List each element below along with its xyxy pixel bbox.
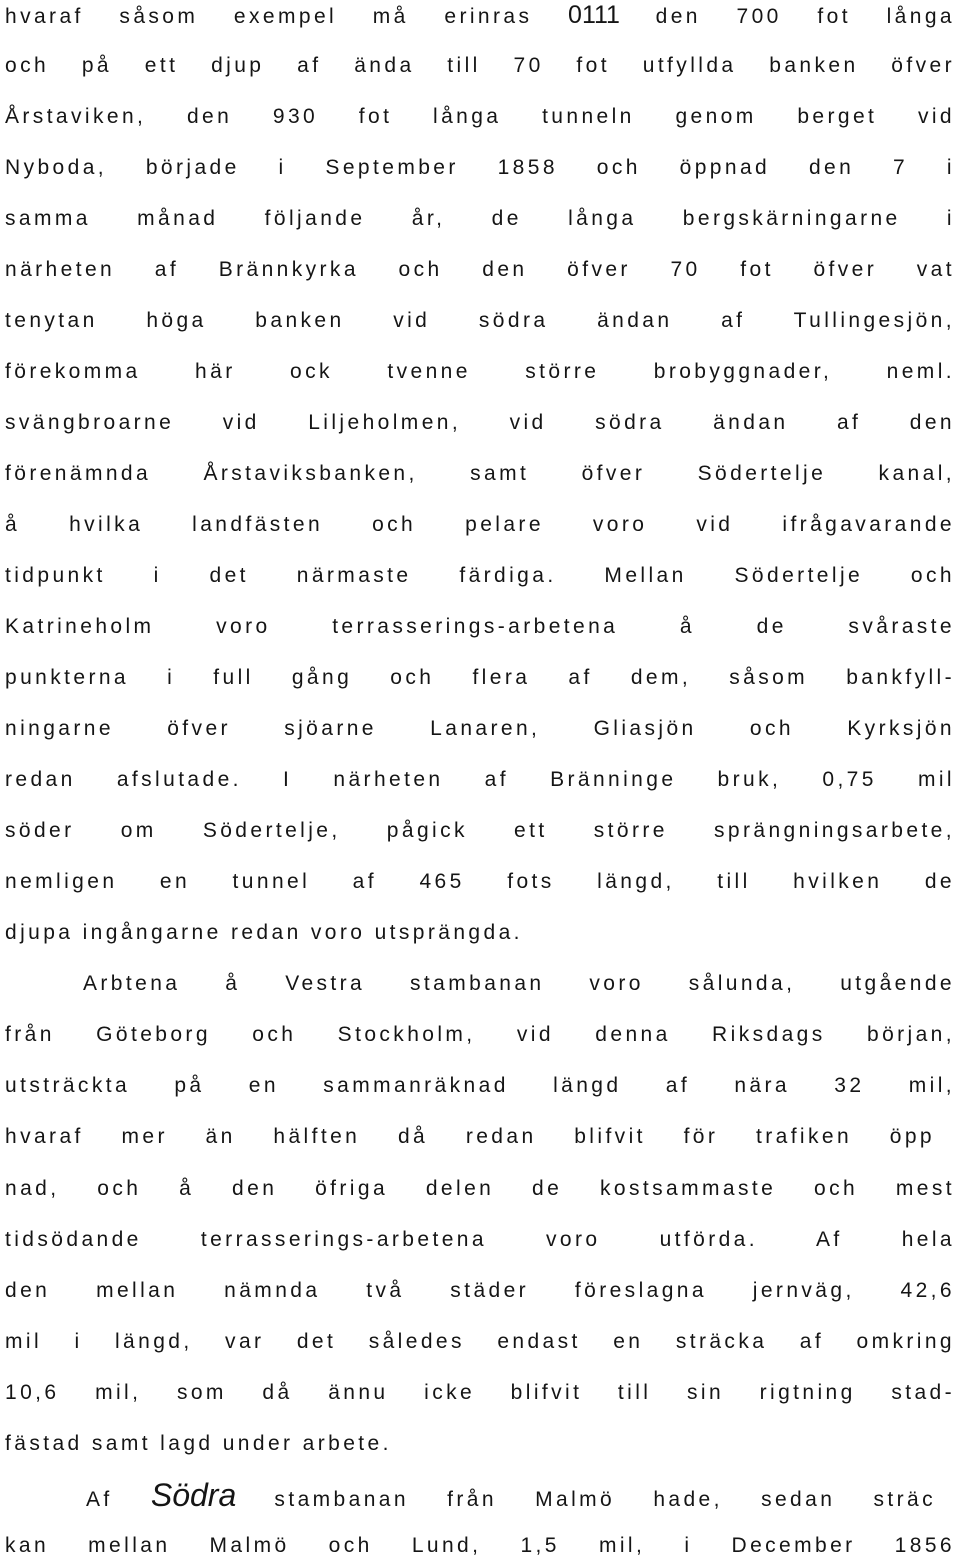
inline-numeral: 0111 — [568, 1, 620, 29]
text-line: svängbroarne vid Liljeholmen, vid södra ändan af den — [5, 411, 955, 434]
text-line: fästad samt lagd under arbete. — [5, 1432, 392, 1455]
text-line: förenämnda Årstaviksbanken, samt öfver Södertelje kanal, — [5, 462, 955, 485]
text-line: tidpunkt i det närmaste färdiga. Mellan Södertelje och — [5, 564, 955, 587]
text-line: hvaraf såsom exempel må erinras 0111 den 700 fot långa — [5, 1, 955, 29]
text-line: tenytan höga banken vid södra ändan af Tullingesjön, — [5, 309, 955, 332]
text-line: 10,6 mil, som då ännu icke blifvit till sin rigtning stad- — [5, 1381, 955, 1404]
text-line: tidsödande terrasserings-arbetena voro utförda. Af hela — [5, 1228, 955, 1251]
text-line: utsträckta på en sammanräknad längd af nära 32 mil, — [5, 1074, 955, 1097]
text-line: Årstaviken, den 930 fot långa tunneln genom berget vid — [5, 105, 955, 128]
emphasized-word: Södra — [150, 1477, 237, 1513]
text-line: kan mellan Malmö och Lund, 1,5 mil, i December 1856 — [5, 1534, 955, 1557]
text-line: punkterna i full gång och flera af dem, såsom bankfyll- — [5, 666, 955, 689]
text-line: redan afslutade. I närheten af Bränninge bruk, 0,75 mil — [5, 768, 955, 791]
text-line: Katrineholm voro terrasserings-arbetena å de svåraste — [5, 615, 955, 638]
text-line: från Göteborg och Stockholm, vid denna Riksdags början, — [5, 1023, 955, 1046]
text-line: Af Södra stambanan från Malmö hade, sedan sträc — [86, 1477, 936, 1513]
text-line: hvaraf mer än hälften då redan blifvit för trafiken öpp — [5, 1125, 935, 1148]
text-line: närheten af Brännkyrka och den öfver 70 fot öfver vat — [5, 258, 955, 281]
text-line: den mellan nämnda två städer föreslagna jernväg, 42,6 — [5, 1279, 955, 1302]
text-line: förekomma här ock tvenne större brobyggnader, neml. — [5, 360, 955, 383]
text-line: nemligen en tunnel af 465 fots längd, till hvilken de — [5, 870, 955, 893]
text-line: mil i längd, var det således endast en sträcka af omkring — [5, 1330, 955, 1353]
text-line: ningarne öfver sjöarne Lanaren, Gliasjön och Kyrksjön — [5, 717, 955, 740]
text-line: och på ett djup af ända till 70 fot utfyllda banken öfver — [5, 54, 955, 77]
text-line: Nyboda, började i September 1858 och öppnad den 7 i — [5, 156, 955, 179]
text-line: å hvilka landfästen och pelare voro vid ifrågavarande — [5, 513, 955, 536]
text-line: söder om Södertelje, pågick ett större sprängningsarbete, — [5, 819, 955, 842]
text-line: Arbtena å Vestra stambanan voro sålunda, utgående — [83, 972, 955, 995]
text-line: samma månad följande år, de långa bergskärningarne i — [5, 207, 955, 230]
text-line: djupa ingångarne redan voro utsprängda. — [5, 921, 523, 944]
text-line: nad, och å den öfriga delen de kostsammaste och mest — [5, 1177, 955, 1200]
